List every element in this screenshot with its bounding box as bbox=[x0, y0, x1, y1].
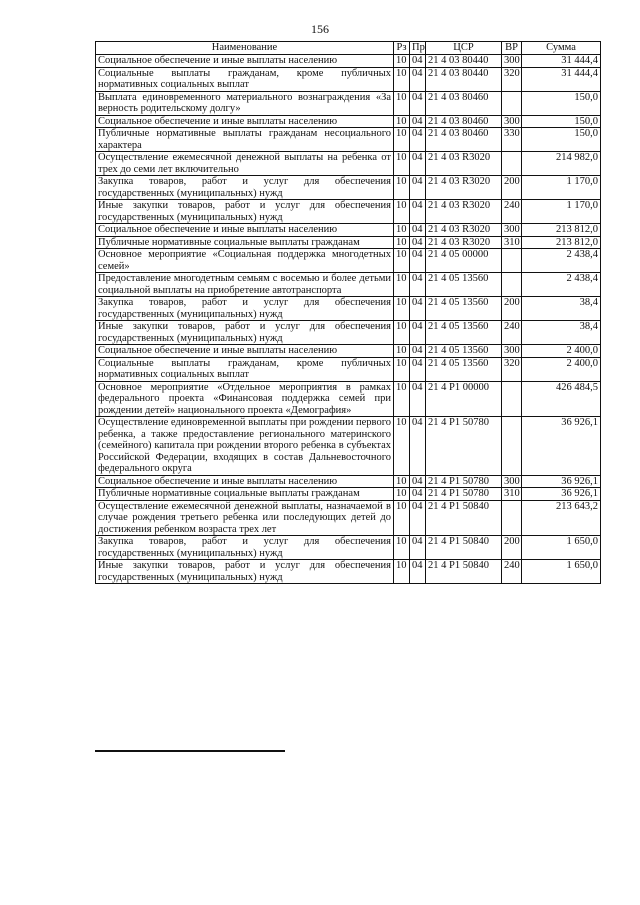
cell-csr: 21 4 03 80460 bbox=[426, 91, 502, 115]
cell-name: Иные закупки товаров, работ и услуг для обеспечения государственных (муниципальных) нужд bbox=[96, 321, 394, 345]
cell-csr: 21 4 03 80440 bbox=[426, 67, 502, 91]
cell-pr: 04 bbox=[410, 152, 426, 176]
cell-sum: 36 926,1 bbox=[522, 475, 601, 488]
cell-csr: 21 4 03 R3020 bbox=[426, 224, 502, 237]
page-number: 156 bbox=[311, 22, 329, 36]
cell-name: Социальное обеспечение и иные выплаты населению bbox=[96, 115, 394, 128]
cell-csr: 21 4 03 80460 bbox=[426, 128, 502, 152]
cell-sum: 38,4 bbox=[522, 321, 601, 345]
table-row bbox=[96, 560, 601, 584]
cell-pr: 04 bbox=[410, 536, 426, 560]
cell-name: Закупка товаров, работ и услуг для обеспечения государственных (муниципальных) нужд bbox=[96, 297, 394, 321]
cell-pr: 04 bbox=[410, 417, 426, 476]
cell-csr: 21 4 P1 50780 bbox=[426, 488, 502, 501]
cell-rz: 10 bbox=[394, 345, 410, 358]
cell-rz: 10 bbox=[394, 176, 410, 200]
cell-rz: 10 bbox=[394, 417, 410, 476]
cell-name: Иные закупки товаров, работ и услуг для обеспечения государственных (муниципальных) нужд bbox=[96, 560, 394, 584]
cell-pr: 04 bbox=[410, 91, 426, 115]
cell-csr: 21 4 P1 50840 bbox=[426, 500, 502, 536]
table-row bbox=[96, 115, 601, 128]
cell-sum: 150,0 bbox=[522, 128, 601, 152]
cell-vr: 300 bbox=[502, 345, 522, 358]
budget-table bbox=[95, 41, 601, 584]
cell-name: Социальное обеспечение и иные выплаты населению bbox=[96, 224, 394, 237]
cell-sum: 36 926,1 bbox=[522, 488, 601, 501]
table-row bbox=[96, 67, 601, 91]
cell-name: Публичные нормативные социальные выплаты гражданам bbox=[96, 488, 394, 501]
cell-rz: 10 bbox=[394, 536, 410, 560]
cell-csr: 21 4 05 00000 bbox=[426, 249, 502, 273]
cell-sum: 2 438,4 bbox=[522, 249, 601, 273]
cell-rz: 10 bbox=[394, 200, 410, 224]
header-sum: Сумма bbox=[522, 42, 601, 55]
cell-rz: 10 bbox=[394, 115, 410, 128]
table-row bbox=[96, 417, 601, 476]
cell-pr: 04 bbox=[410, 475, 426, 488]
cell-name: Публичные нормативные выплаты гражданам несоциального характера bbox=[96, 128, 394, 152]
cell-vr bbox=[502, 249, 522, 273]
table-row bbox=[96, 297, 601, 321]
cell-name: Публичные нормативные социальные выплаты гражданам bbox=[96, 236, 394, 249]
cell-csr: 21 4 03 R3020 bbox=[426, 236, 502, 249]
cell-csr: 21 4 03 80440 bbox=[426, 55, 502, 68]
cell-sum: 1 170,0 bbox=[522, 200, 601, 224]
table-row bbox=[96, 128, 601, 152]
cell-sum: 1 650,0 bbox=[522, 560, 601, 584]
table-row bbox=[96, 321, 601, 345]
table-row bbox=[96, 357, 601, 381]
cell-vr: 300 bbox=[502, 55, 522, 68]
cell-csr: 21 4 P1 50780 bbox=[426, 417, 502, 476]
cell-vr: 240 bbox=[502, 321, 522, 345]
cell-rz: 10 bbox=[394, 273, 410, 297]
cell-vr: 300 bbox=[502, 224, 522, 237]
cell-name: Социальное обеспечение и иные выплаты населению bbox=[96, 55, 394, 68]
cell-pr: 04 bbox=[410, 176, 426, 200]
cell-vr: 320 bbox=[502, 67, 522, 91]
cell-name: Закупка товаров, работ и услуг для обеспечения государственных (муниципальных) нужд bbox=[96, 536, 394, 560]
cell-vr: 200 bbox=[502, 536, 522, 560]
cell-name: Предоставление многодетным семьям с восемью и более детьми социальной выплаты на приобретение автотранспорта bbox=[96, 273, 394, 297]
table-row bbox=[96, 200, 601, 224]
table-row bbox=[96, 536, 601, 560]
header-pr: Пр bbox=[410, 42, 426, 55]
cell-csr: 21 4 P1 50780 bbox=[426, 475, 502, 488]
cell-csr: 21 4 03 R3020 bbox=[426, 152, 502, 176]
cell-csr: 21 4 05 13560 bbox=[426, 345, 502, 358]
table-row bbox=[96, 249, 601, 273]
cell-vr bbox=[502, 152, 522, 176]
cell-rz: 10 bbox=[394, 249, 410, 273]
cell-pr: 04 bbox=[410, 200, 426, 224]
cell-rz: 10 bbox=[394, 357, 410, 381]
table-row bbox=[96, 475, 601, 488]
cell-rz: 10 bbox=[394, 488, 410, 501]
table-row bbox=[96, 224, 601, 237]
table-row bbox=[96, 381, 601, 417]
cell-csr: 21 4 05 13560 bbox=[426, 357, 502, 381]
cell-sum: 213 643,2 bbox=[522, 500, 601, 536]
cell-sum: 213 812,0 bbox=[522, 224, 601, 237]
cell-vr: 240 bbox=[502, 200, 522, 224]
cell-pr: 04 bbox=[410, 128, 426, 152]
cell-name: Осуществление ежемесячной денежной выплаты на ребенка от трех до семи лет включительно bbox=[96, 152, 394, 176]
cell-vr bbox=[502, 500, 522, 536]
table-row bbox=[96, 91, 601, 115]
cell-name: Осуществление ежемесячной денежной выплаты, назначаемой в случае рождения третьего ребенка или последующих детей до достижения ребенком возраста трех лет bbox=[96, 500, 394, 536]
cell-pr: 04 bbox=[410, 115, 426, 128]
cell-sum: 31 444,4 bbox=[522, 67, 601, 91]
cell-name: Социальные выплаты гражданам, кроме публичных нормативных социальных выплат bbox=[96, 357, 394, 381]
cell-vr bbox=[502, 273, 522, 297]
cell-vr bbox=[502, 381, 522, 417]
cell-name: Осуществление единовременной выплаты при рождении первого ребенка, а также предоставление регионального материнского (семейного) капитала при рождении второго ребенка в субъектах Российской Федерации, входящих в состав Дальневосточного федерального округа bbox=[96, 417, 394, 476]
cell-vr: 240 bbox=[502, 560, 522, 584]
cell-csr: 21 4 03 R3020 bbox=[426, 200, 502, 224]
cell-sum: 36 926,1 bbox=[522, 417, 601, 476]
header-vr: ВР bbox=[502, 42, 522, 55]
cell-pr: 04 bbox=[410, 357, 426, 381]
cell-rz: 10 bbox=[394, 560, 410, 584]
cell-sum: 150,0 bbox=[522, 115, 601, 128]
cell-pr: 04 bbox=[410, 381, 426, 417]
cell-pr: 04 bbox=[410, 297, 426, 321]
cell-vr bbox=[502, 91, 522, 115]
cell-rz: 10 bbox=[394, 67, 410, 91]
header-rz: Рз bbox=[394, 42, 410, 55]
cell-pr: 04 bbox=[410, 67, 426, 91]
cell-name: Основное мероприятие «Отдельное мероприятия в рамках федерального проекта «Финансовая поддержка семей при рождении детей» национального проекта «Демография» bbox=[96, 381, 394, 417]
cell-pr: 04 bbox=[410, 249, 426, 273]
cell-csr: 21 4 03 R3020 bbox=[426, 176, 502, 200]
cell-name: Основное мероприятие «Социальная поддержка многодетных семей» bbox=[96, 249, 394, 273]
cell-sum: 31 444,4 bbox=[522, 55, 601, 68]
cell-pr: 04 bbox=[410, 273, 426, 297]
table-row bbox=[96, 236, 601, 249]
cell-csr: 21 4 05 13560 bbox=[426, 273, 502, 297]
cell-sum: 1 650,0 bbox=[522, 536, 601, 560]
cell-pr: 04 bbox=[410, 488, 426, 501]
cell-rz: 10 bbox=[394, 128, 410, 152]
cell-sum: 2 400,0 bbox=[522, 357, 601, 381]
cell-csr: 21 4 05 13560 bbox=[426, 297, 502, 321]
cell-sum: 38,4 bbox=[522, 297, 601, 321]
cell-csr: 21 4 P1 00000 bbox=[426, 381, 502, 417]
table-row bbox=[96, 488, 601, 501]
table-row bbox=[96, 176, 601, 200]
cell-pr: 04 bbox=[410, 345, 426, 358]
header-csr: ЦСР bbox=[426, 42, 502, 55]
cell-rz: 10 bbox=[394, 152, 410, 176]
cell-rz: 10 bbox=[394, 224, 410, 237]
cell-csr: 21 4 P1 50840 bbox=[426, 560, 502, 584]
cell-vr: 310 bbox=[502, 236, 522, 249]
cell-pr: 04 bbox=[410, 55, 426, 68]
cell-sum: 2 400,0 bbox=[522, 345, 601, 358]
cell-rz: 10 bbox=[394, 91, 410, 115]
cell-rz: 10 bbox=[394, 500, 410, 536]
cell-rz: 10 bbox=[394, 321, 410, 345]
cell-vr: 200 bbox=[502, 176, 522, 200]
cell-sum: 426 484,5 bbox=[522, 381, 601, 417]
cell-pr: 04 bbox=[410, 321, 426, 345]
table-row bbox=[96, 273, 601, 297]
cell-rz: 10 bbox=[394, 297, 410, 321]
table-body bbox=[96, 55, 601, 584]
cell-sum: 1 170,0 bbox=[522, 176, 601, 200]
cell-rz: 10 bbox=[394, 381, 410, 417]
cell-rz: 10 bbox=[394, 475, 410, 488]
cell-name: Социальные выплаты гражданам, кроме публичных нормативных социальных выплат bbox=[96, 67, 394, 91]
cell-name: Социальное обеспечение и иные выплаты населению bbox=[96, 345, 394, 358]
cell-pr: 04 bbox=[410, 500, 426, 536]
footnote-separator-line bbox=[95, 750, 285, 752]
cell-name: Социальное обеспечение и иные выплаты населению bbox=[96, 475, 394, 488]
cell-vr: 320 bbox=[502, 357, 522, 381]
cell-csr: 21 4 P1 50840 bbox=[426, 536, 502, 560]
cell-sum: 150,0 bbox=[522, 91, 601, 115]
header-name: Наименование bbox=[96, 42, 394, 55]
cell-pr: 04 bbox=[410, 224, 426, 237]
table-row bbox=[96, 345, 601, 358]
cell-sum: 213 812,0 bbox=[522, 236, 601, 249]
cell-vr: 330 bbox=[502, 128, 522, 152]
cell-csr: 21 4 05 13560 bbox=[426, 321, 502, 345]
cell-vr: 200 bbox=[502, 297, 522, 321]
cell-csr: 21 4 03 80460 bbox=[426, 115, 502, 128]
cell-name: Иные закупки товаров, работ и услуг для обеспечения государственных (муниципальных) нужд bbox=[96, 200, 394, 224]
table-row bbox=[96, 500, 601, 536]
cell-vr: 300 bbox=[502, 115, 522, 128]
cell-rz: 10 bbox=[394, 236, 410, 249]
cell-sum: 2 438,4 bbox=[522, 273, 601, 297]
cell-vr: 300 bbox=[502, 475, 522, 488]
cell-rz: 10 bbox=[394, 55, 410, 68]
table-header-row bbox=[96, 42, 601, 55]
cell-name: Закупка товаров, работ и услуг для обеспечения государственных (муниципальных) нужд bbox=[96, 176, 394, 200]
cell-pr: 04 bbox=[410, 560, 426, 584]
cell-vr bbox=[502, 417, 522, 476]
table-row bbox=[96, 152, 601, 176]
cell-name: Выплата единовременного материального вознаграждения «За верность родительскому долгу» bbox=[96, 91, 394, 115]
cell-sum: 214 982,0 bbox=[522, 152, 601, 176]
cell-pr: 04 bbox=[410, 236, 426, 249]
cell-vr: 310 bbox=[502, 488, 522, 501]
table-row bbox=[96, 55, 601, 68]
